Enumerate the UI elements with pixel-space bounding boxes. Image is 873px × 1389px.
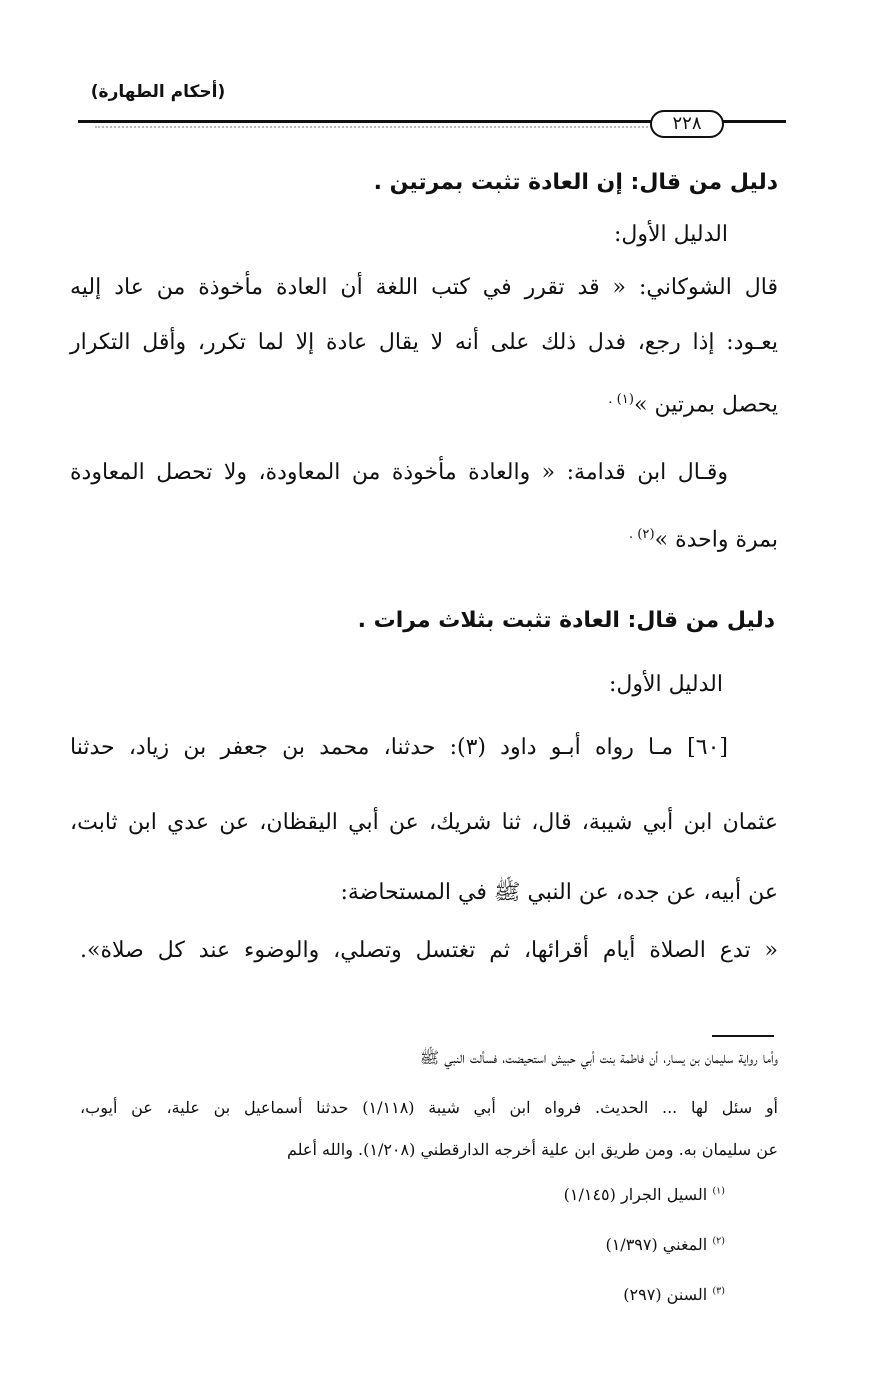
- footnote-continuation-line: أو سئل لها ... الحديث. فرواه ابن أبي شيبة (١/١١٨) حدثنا أسماعيل بن علية، عن أيوب،: [80, 1098, 778, 1117]
- quote-end: بمرة واحدة »: [654, 527, 778, 553]
- footnote-text: السيل الجرار (١/١٤٥): [563, 1185, 708, 1204]
- book-title: (أحكام الطهارة): [90, 82, 226, 102]
- footnote-number: (٢): [712, 1235, 725, 1247]
- footnote-text: السنن (٢٩٧): [623, 1285, 708, 1304]
- footnote-continuation-line: عن سليمان به. ومن طريق ابن علية أخرجه الدارقطني (١/٢٠٨). والله أعلم: [286, 1140, 778, 1159]
- paragraph-line: [608, 392, 778, 417]
- paragraph-line: يعـود: إذا رجع، فدل ذلك على أنه لا يقال عادة إلا لما تكرر، وأقل التكرار: [70, 330, 778, 355]
- page-number: ٢٢٨: [650, 110, 724, 138]
- header-rule-shadow: [95, 126, 655, 128]
- subheading-first-evidence: الدليل الأول:: [608, 672, 723, 697]
- footnote-ref: (٢) .: [628, 527, 655, 542]
- paragraph-line: وقـال ابن قدامة: « والعادة مأخوذة من المعاودة، ولا تحصل المعاودة: [70, 460, 728, 485]
- footnote-2: [605, 1235, 725, 1254]
- hadith-line: عثمان ابن أبي شيبة، قال، ثنا شريك، عن أبي اليقظان، عن عدي ابن ثابت،: [70, 810, 778, 835]
- quote-end: يحصل بمرتين »: [634, 392, 778, 418]
- footnote-number: (١): [712, 1185, 725, 1197]
- footnote-continuation-line: وأما رواية سليمان بن يسار، أن فاطمة بنت أبي حبيش استحيضت، فسألت النبي ﷺ: [419, 1048, 778, 1067]
- footnote-text: المغني (١/٣٩٧): [605, 1235, 708, 1254]
- section-heading-three-times: دليل من قال: العادة تثبت بثلاث مرات .: [357, 608, 775, 633]
- subheading-first-evidence: الدليل الأول:: [613, 222, 728, 247]
- footnote-ref: (١) .: [608, 392, 634, 407]
- hadith-line: [٦٠] مـا رواه أبـو داود (٣): حدثنا، محمد بن جعفر بن زياد، حدثنا: [70, 735, 729, 760]
- footnote-3: [623, 1285, 725, 1304]
- footnote-number: (٣): [712, 1285, 725, 1297]
- paragraph-line: قال الشوكاني: « قد تقرر في كتب اللغة أن العادة مأخوذة من عاد إليه: [70, 275, 778, 300]
- hadith-line: عن أبيه، عن جده، عن النبي ﷺ في المستحاضة:: [340, 880, 778, 905]
- paragraph-line: [629, 527, 778, 552]
- footnote-1: [564, 1185, 725, 1204]
- footnote-separator: [712, 1035, 774, 1037]
- hadith-text: « تدع الصلاة أيام أقرائها، ثم تغتسل وتصلي، والوضوء عند كل صلاة».: [80, 938, 778, 963]
- section-heading-two-times: دليل من قال: إن العادة تثبت بمرتين .: [373, 170, 778, 195]
